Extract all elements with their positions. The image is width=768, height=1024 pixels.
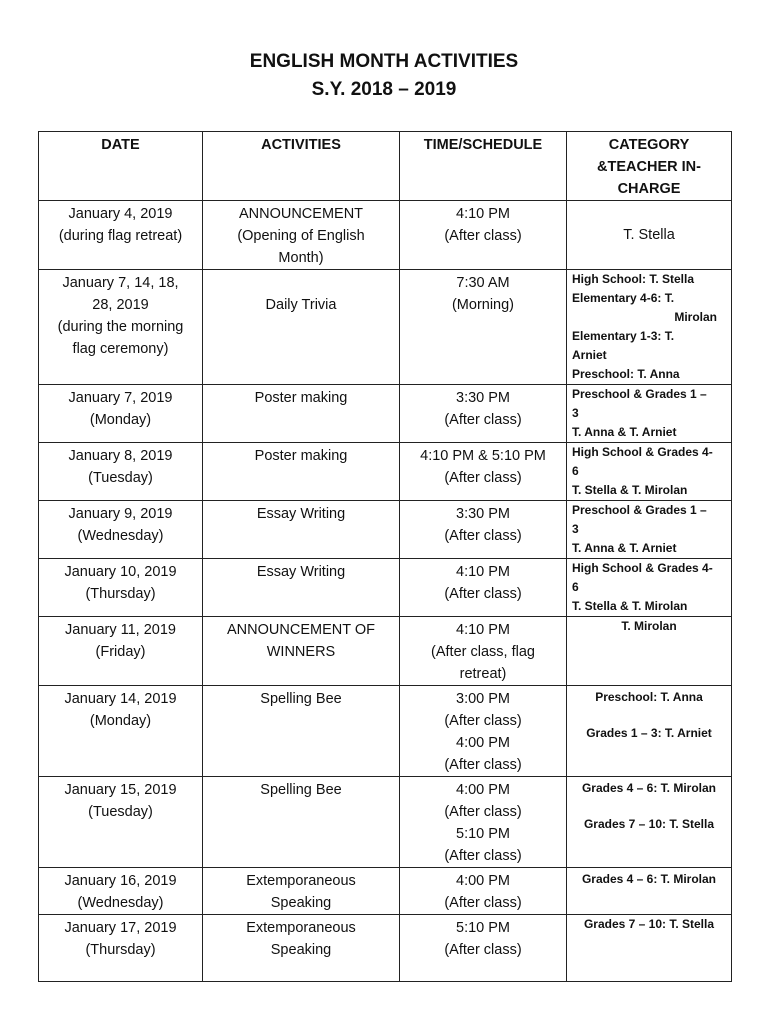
category-cell	[567, 868, 732, 915]
category-line: Grades 7 – 10: T. Stella	[583, 817, 715, 831]
category-line: 6	[572, 464, 579, 478]
title-text: ENGLISH MONTH ACTIVITIES	[249, 51, 519, 72]
activity-cell	[203, 385, 400, 443]
date-line: (Thursday)	[85, 586, 156, 602]
date-line: January 7, 14, 18,	[62, 275, 179, 291]
category-line: Preschool: T. Anna	[595, 690, 703, 704]
time-line: (After class)	[444, 528, 522, 544]
date-line: January 16, 2019	[64, 873, 177, 889]
activity-line: Spelling Bee	[260, 691, 342, 707]
date-cell	[39, 385, 203, 443]
table-row	[39, 559, 732, 617]
activity-cell	[203, 201, 400, 270]
date-cell	[39, 868, 203, 915]
category-line: Arniet	[572, 348, 607, 362]
category-line: T. Stella & T. Mirolan	[572, 483, 688, 497]
date-line: (Wednesday)	[77, 895, 164, 911]
header-date: DATE	[39, 132, 203, 201]
time-line: (After class)	[444, 942, 522, 958]
category-cell	[567, 443, 732, 501]
time-cell	[400, 501, 567, 559]
time-line: 4:00 PM	[456, 735, 510, 751]
activity-cell	[203, 686, 400, 777]
time-line: 3:30 PM	[456, 506, 510, 522]
category-line: T. Stella	[623, 227, 675, 243]
activity-line: Spelling Bee	[260, 782, 342, 798]
date-cell	[39, 617, 203, 686]
table-row	[39, 443, 732, 501]
category-cell	[567, 270, 732, 385]
date-line: January 11, 2019	[65, 622, 176, 638]
date-line: (during flag retreat)	[58, 228, 183, 244]
time-line: 4:00 PM	[456, 782, 510, 798]
date-cell	[39, 443, 203, 501]
time-line: (After class)	[444, 228, 522, 244]
time-line: (After class)	[444, 470, 522, 486]
time-line: (After class, flag	[431, 644, 535, 660]
table-row	[39, 617, 732, 686]
activity-line: WINNERS	[266, 644, 336, 660]
category-cell	[567, 385, 732, 443]
table-row	[39, 686, 732, 777]
date-line: January 17, 2019	[64, 920, 177, 936]
date-cell	[39, 270, 203, 385]
time-line: 3:00 PM	[456, 691, 510, 707]
date-line: January 15, 2019	[64, 782, 177, 798]
activity-cell	[203, 270, 400, 385]
time-line: 3:30 PM	[456, 390, 510, 406]
date-cell	[39, 559, 203, 617]
spacer	[567, 707, 731, 724]
time-line: 4:10 PM	[456, 564, 510, 580]
date-line: January 8, 2019	[68, 448, 173, 464]
activity-cell	[203, 501, 400, 559]
category-cell	[567, 501, 732, 559]
activity-line: Month)	[278, 250, 324, 266]
time-line: retreat)	[459, 666, 507, 682]
date-line: January 9, 2019	[68, 506, 173, 522]
school-year: S.Y. 2018 – 2019	[311, 79, 457, 100]
time-cell	[400, 617, 567, 686]
category-cell	[567, 777, 732, 868]
header-activities: ACTIVITIES	[203, 132, 400, 201]
activity-cell	[203, 915, 400, 982]
time-line: 5:10 PM	[456, 826, 510, 842]
time-line: 4:10 PM	[456, 206, 510, 222]
category-line: T. Stella & T. Mirolan	[572, 599, 688, 613]
date-line: 28, 2019	[92, 297, 149, 313]
header-category-line: CATEGORY	[608, 137, 690, 153]
category-line: Elementary 4-6: T.	[572, 291, 675, 305]
time-line: 4:10 PM	[456, 622, 510, 638]
header-category-line: &TEACHER IN-	[597, 159, 701, 175]
activity-line: Daily Trivia	[265, 297, 337, 313]
activity-line: Poster making	[254, 390, 348, 406]
activity-line: Extemporaneous	[246, 920, 356, 936]
time-line: (After class)	[444, 804, 522, 820]
time-line: 4:00 PM	[456, 873, 510, 889]
category-line: 6	[572, 580, 579, 594]
category-line: T. Anna & T. Arniet	[572, 541, 677, 555]
category-cell	[567, 617, 732, 686]
category-line: Elementary 1-3: T.	[572, 329, 675, 343]
table-row	[39, 915, 732, 982]
activity-cell	[203, 443, 400, 501]
date-cell	[39, 915, 203, 982]
activity-line: Essay Writing	[256, 564, 346, 580]
time-cell	[400, 385, 567, 443]
category-cell	[567, 559, 732, 617]
time-cell	[400, 443, 567, 501]
category-line: T. Anna & T. Arniet	[572, 425, 677, 439]
time-line: (After class)	[444, 757, 522, 773]
date-line: (Thursday)	[85, 942, 156, 958]
header-time: TIME/SCHEDULE	[400, 132, 567, 201]
date-line: (Wednesday)	[77, 528, 164, 544]
header-row	[39, 132, 732, 201]
time-line: (After class)	[444, 412, 522, 428]
time-line: 4:10 PM & 5:10 PM	[420, 448, 546, 464]
activity-line: Speaking	[270, 895, 332, 911]
activity-cell	[203, 868, 400, 915]
date-line: January 4, 2019	[68, 206, 173, 222]
date-line: (Tuesday)	[88, 470, 153, 486]
category-line: 3	[572, 522, 579, 536]
document-title	[0, 48, 768, 104]
category-line: Grades 1 – 3: T. Arniet	[586, 726, 712, 740]
category-line: High School & Grades 4-	[572, 561, 713, 575]
header-category-line: CHARGE	[617, 181, 681, 197]
date-line: (Monday)	[89, 713, 152, 729]
date-line: January 14, 2019	[64, 691, 177, 707]
date-cell	[39, 201, 203, 270]
category-line: Grades 4 – 6: T. Mirolan	[581, 781, 717, 795]
date-line: (Friday)	[95, 644, 146, 660]
time-cell	[400, 270, 567, 385]
date-line: January 7, 2019	[68, 390, 173, 406]
time-line: (After class)	[444, 713, 522, 729]
time-line: (Morning)	[451, 297, 515, 313]
spacer	[567, 798, 731, 815]
activity-cell	[203, 617, 400, 686]
table-row	[39, 777, 732, 868]
time-cell	[400, 686, 567, 777]
table-row	[39, 201, 732, 270]
time-line: 5:10 PM	[456, 920, 510, 936]
time-line: (After class)	[444, 895, 522, 911]
time-cell	[400, 915, 567, 982]
category-line: Preschool & Grades 1 –	[572, 503, 707, 517]
table-row	[39, 270, 732, 385]
category-line: T. Mirolan	[621, 619, 677, 633]
category-cell	[567, 686, 732, 777]
category-line: High School: T. Stella	[572, 272, 695, 286]
time-cell	[400, 201, 567, 270]
table-row	[39, 385, 732, 443]
activity-line: Essay Writing	[256, 506, 346, 522]
category-line: Preschool: T. Anna	[572, 367, 680, 381]
activity-cell	[203, 559, 400, 617]
date-line: (Monday)	[89, 412, 152, 428]
header-category	[567, 132, 732, 201]
date-line: (during the morning	[57, 319, 184, 335]
activity-line: (Opening of English	[237, 228, 365, 244]
time-cell	[400, 868, 567, 915]
table-row	[39, 868, 732, 915]
table-row	[39, 501, 732, 559]
schedule-table	[38, 131, 732, 982]
category-cell	[567, 915, 732, 982]
category-line: 3	[572, 406, 579, 420]
category-line: Grades 4 – 6: T. Mirolan	[581, 872, 717, 886]
time-line: (After class)	[444, 848, 522, 864]
date-line: flag ceremony)	[72, 341, 169, 357]
date-cell	[39, 777, 203, 868]
date-line: (Tuesday)	[88, 804, 153, 820]
activity-line: ANNOUNCEMENT OF	[227, 622, 375, 638]
category-line: High School & Grades 4-	[572, 445, 713, 459]
time-cell	[400, 777, 567, 868]
activity-line: Extemporaneous	[246, 873, 356, 889]
time-line: 7:30 AM	[456, 275, 510, 291]
category-line: Mirolan	[674, 310, 717, 324]
date-line: January 10, 2019	[64, 564, 177, 580]
date-cell	[39, 501, 203, 559]
activity-line: Poster making	[254, 448, 348, 464]
activity-cell	[203, 777, 400, 868]
date-cell	[39, 686, 203, 777]
time-cell	[400, 559, 567, 617]
category-line: Preschool & Grades 1 –	[572, 387, 707, 401]
activity-line: Speaking	[270, 942, 332, 958]
activity-line: ANNOUNCEMENT	[238, 206, 364, 222]
time-line: (After class)	[444, 586, 522, 602]
category-line: Grades 7 – 10: T. Stella	[583, 917, 715, 931]
category-cell	[567, 201, 732, 270]
